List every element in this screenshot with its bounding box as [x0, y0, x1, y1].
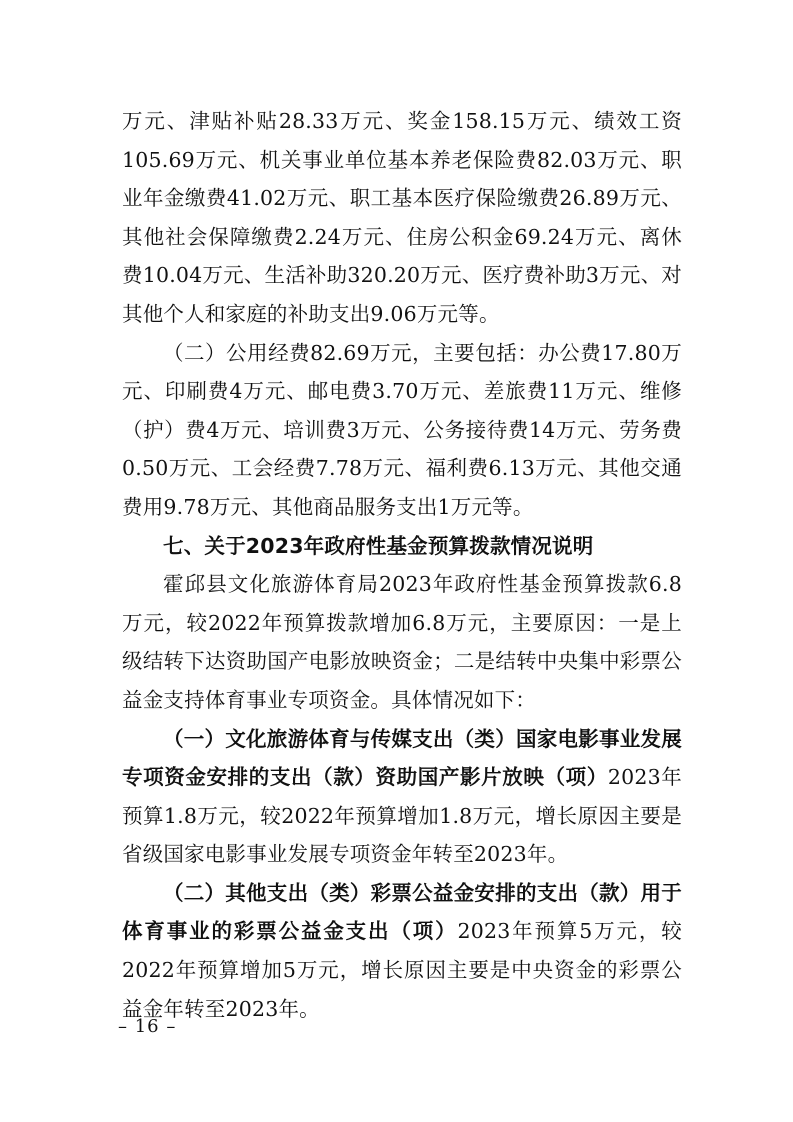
paragraph-personnel-expenses: 万元、津贴补贴28.33万元、奖金158.15万元、绩效工资105.69万元、机关事业单位基本养老保险费82.03万元、职业年金缴费41.02万元、职工基本医疗保险缴费26.89万元、其他社会保障缴费2.24万元、住房公积金69.24万元、离休费10.04万元、生活补助320.20万元、医疗费补助3万元、对其他个人和家庭的补助支出9.06万元等。 — [122, 109, 682, 326]
film-subsidy-item-title: （一）文化旅游体育与传媒支出（类）国家电影事业发展专项资金安排的支出（款）资助国产影片放映（项） — [122, 726, 682, 790]
paragraph-lottery-fund — [122, 874, 682, 1028]
paragraph-film-subsidy — [122, 720, 682, 874]
paragraph-public-expenses: （二）公用经费82.69万元，主要包括：办公费17.80万元、印刷费4万元、邮电费3.70万元、差旅费11万元、维修（护）费4万元、培训费3万元、公务接待费14万元、劳务费0.50万元、工会经费7.78万元、福利费6.13万元、其他交通费用9.78万元、其他商品服务支出1万元等。 — [122, 340, 682, 519]
lottery-fund-item-title: （二）其他支出（类）彩票公益金安排的支出（款）用于体育事业的彩票公益金支出（项） — [122, 880, 682, 944]
lottery-fund-item-detail: 2023年预算5万元，较2022年预算增加5万元，增长原因主要是中央资金的彩票公益金年转至2023年。 — [122, 919, 682, 1021]
film-subsidy-item-detail: 2023年预算1.8万元，较2022年预算增加1.8万元，增长原因主要是省级国家电影事业发展专项资金年转至2023年。 — [122, 765, 683, 867]
section-heading-fund-budget: 七、关于2023年政府性基金预算拨款情况说明 — [163, 533, 594, 558]
document-body — [122, 102, 682, 1028]
page-number: – 16 – — [118, 1016, 177, 1037]
paragraph-fund-summary: 霍邱县文化旅游体育局2023年政府性基金预算拨款6.8万元，较2022年预算拨款增加6.8万元，主要原因：一是上级结转下达资助国产电影放映资金；二是结转中央集中彩票公益金支持体育事业专项资金。具体情况如下： — [122, 572, 682, 712]
